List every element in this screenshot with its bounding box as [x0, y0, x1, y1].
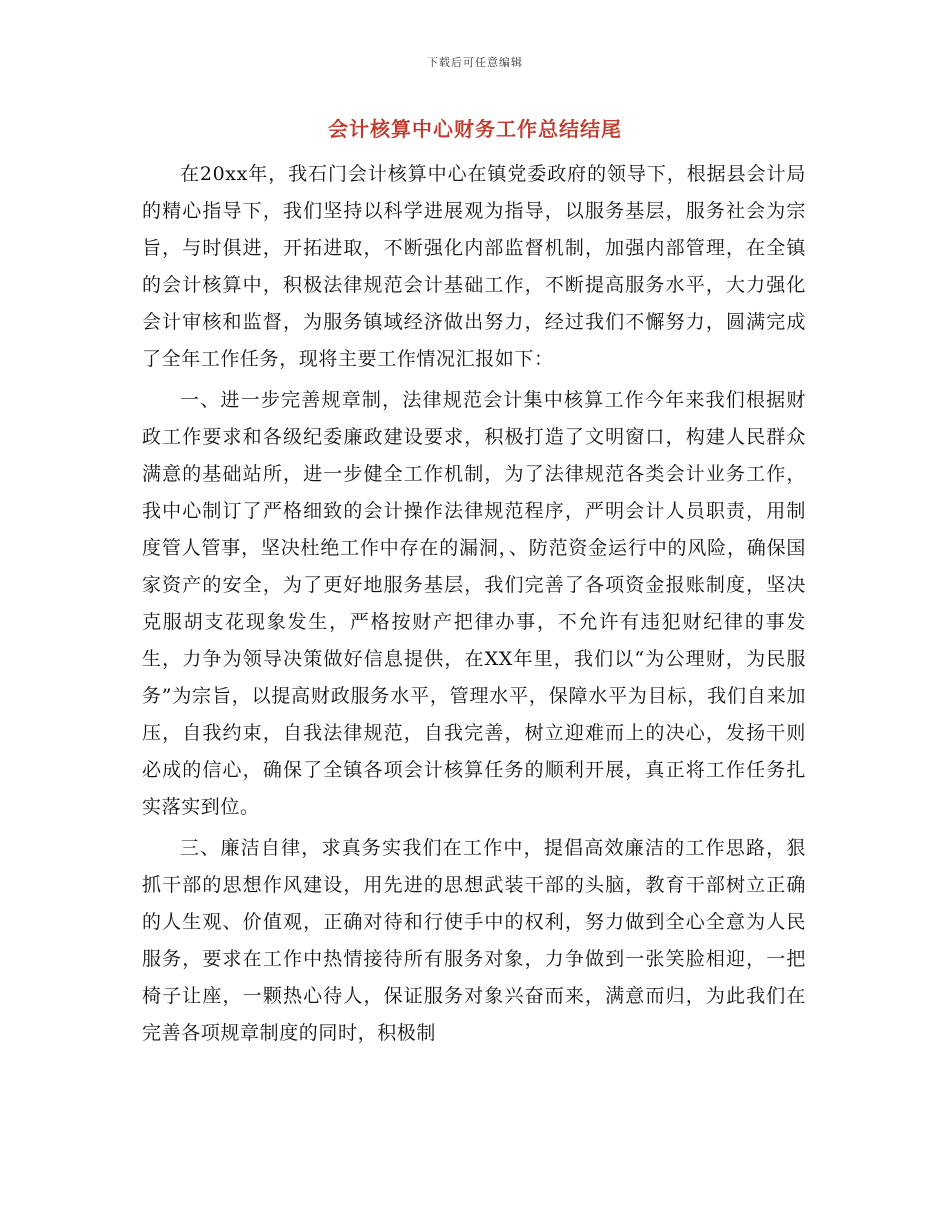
header-note: 下载后可任意编辑 [427, 56, 523, 69]
document-body [142, 156, 806, 1056]
paragraph-section-three: 三、廉洁自律，求真务实我们在工作中，提倡高效廉洁的工作思路，狠抓干部的思想作风建设，用先进的思想武装干部的头脑，教育干部树立正确的人生观、价值观，正确对待和行使手中的权利，努力做到全心全意为人民服务，要求在工作中热情接待所有服务对象，力争做到一张笑脸相迎，一把椅子让座，一颗热心待人，保证服务对象兴奋而来，满意而归，为此我们在完善各项规章制度的同时，积极制 [142, 837, 806, 1044]
paragraph-section-one: 一、进一步完善规章制，法律规范会计集中核算工作今年来我们根据财政工作要求和各级纪委廉政建设要求，积极打造了文明窗口，构建人民群众满意的基础站所，进一步健全工作机制，为了法律规范各类会计业务工作，我中心制订了严格细致的会计操作法律规范程序，严明会计人员职责，用制度管人管事，坚决杜绝工作中存在的漏洞，、防范资金运行中的风险，确保国家资产的安全，为了更好地服务基层，我们完善了各项资金报账制度，坚决克服胡支花现象发生，严格按财产把律办事，不允许有违犯财纪律的事发生，力争为领导决策做好信息提供，在XX年里，我们以“为公理财，为民服务”为宗旨，以提高财政服务水平，管理水平，保障水平为目标，我们自来加压，自我约束，自我法律规范，自我完善，树立迎难而上的决心，发扬干则必成的信心，确保了全镇各项会计核算任务的顺利开展，真正将工作任务扎实落实到位。 [142, 389, 806, 818]
paragraph-intro: 在20xx年，我石门会计核算中心在镇党委政府的领导下，根据县会计局的精心指导下，我们坚持以科学进展观为指导，以服务基层，服务社会为宗旨，与时俱进，开拓进取，不断强化内部监督机制，加强内部管理，在全镇的会计核算中，积极法律规范会计基础工作，不断提高服务水平，大力强化会计审核和监督，为服务镇域经济做出努力，经过我们不懈努力，圆满完成了全年工作任务，现将主要工作情况汇报如下： [142, 163, 806, 370]
document-title: 会计核算中心财务工作总结结尾 [328, 117, 622, 141]
